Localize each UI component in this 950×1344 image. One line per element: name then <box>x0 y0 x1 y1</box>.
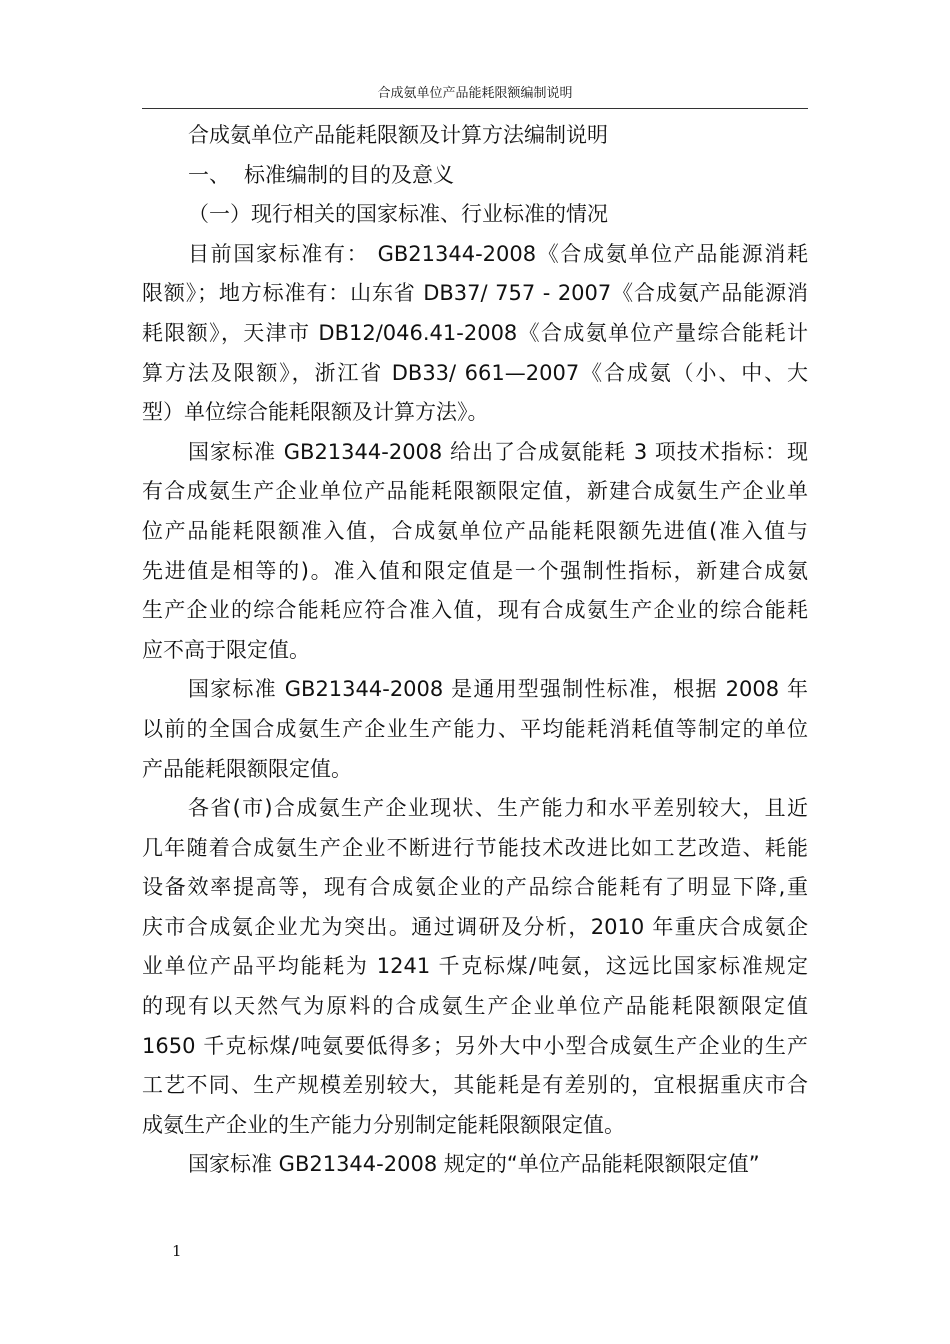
paragraph-line: 业单位产品平均能耗为 1241 千克标煤/吨氨，这远比国家标准规定 <box>142 954 808 979</box>
paragraph-line: 各省(市)合成氨生产企业现状、生产能力和水平差别较大，且近 <box>188 796 808 821</box>
paragraph-line: 以前的全国合成氨生产企业生产能力、平均能耗消耗值等制定的单位 <box>142 716 808 741</box>
paragraph <box>142 789 808 1145</box>
paragraph-line: 先进值是相等的)。准入值和限定值是一个强制性指标，新建合成氨 <box>142 558 808 583</box>
paragraph-line: 1650 千克标煤/吨氨要低得多；另外大中小型合成氨生产企业的生产 <box>142 1033 808 1058</box>
paragraph-line: 生产企业的综合能耗应符合准入值，现有合成氨生产企业的综合能耗 <box>142 598 808 623</box>
paragraph-line: 型）单位综合能耗限额及计算方法》。 <box>142 400 489 425</box>
paragraph-line: 算方法及限额》，浙江省 DB33/ 661—2007《合成氨（小、中、大 <box>142 360 808 385</box>
paragraph <box>142 670 808 789</box>
section-heading <box>142 156 808 196</box>
paragraph-line: 几年随着合成氨生产企业不断进行节能技术改进比如工艺改造、耗能 <box>142 835 808 860</box>
document-body <box>142 116 808 1185</box>
paragraph-line: 国家标准 GB21344-2008 是通用型强制性标准，根据 2008 年 <box>188 677 808 702</box>
paragraph-line: 位产品能耗限额准入值，合成氨单位产品能耗限额先进值(准入值与 <box>142 518 808 543</box>
paragraph-line: 产品能耗限额限定值。 <box>142 756 352 781</box>
section-title: 标准编制的目的及意义 <box>244 162 454 187</box>
paragraph <box>142 433 808 671</box>
paragraph-line: 成氨生产企业的生产能力分别制定能耗限额限定值。 <box>142 1112 625 1137</box>
paragraph-line: 庆市合成氨企业尤为突出。通过调研及分析，2010 年重庆合成氨企 <box>142 914 808 939</box>
document-title: 合成氨单位产品能耗限额及计算方法编制说明 <box>188 123 608 147</box>
paragraph-line: 限额》；地方标准有：山东省 DB37/ 757 - 2007《合成氨产品能源消 <box>142 281 808 306</box>
paragraph-line: 应不高于限定值。 <box>142 637 310 662</box>
paragraph-line: 设备效率提高等，现有合成氨企业的产品综合能耗有了明显下降,重 <box>142 875 808 900</box>
section-number: 一、 <box>188 162 230 187</box>
running-header: 合成氨单位产品能耗限额编制说明 <box>377 86 573 101</box>
paragraph-line: 国家标准 GB21344-2008 规定的“单位产品能耗限额限定值” <box>188 1152 760 1177</box>
paragraph-line: 有合成氨生产企业单位产品能耗限额限定值，新建合成氨生产企业单 <box>142 479 808 504</box>
paragraph-line: 耗限额》，天津市 DB12/046.41-2008《合成氨单位产量综合能耗计 <box>142 320 808 345</box>
page-number: 1 <box>172 1242 182 1260</box>
subsection-heading: （一）现行相关的国家标准、行业标准的情况 <box>188 202 608 227</box>
paragraph-line: 目前国家标准有： GB21344-2008《合成氨单位产品能源消耗 <box>188 241 808 266</box>
paragraph <box>142 1145 808 1185</box>
header-divider <box>142 108 808 109</box>
paragraph-line: 的现有以天然气为原料的合成氨生产企业单位产品能耗限额限定值 <box>142 994 808 1019</box>
paragraph <box>142 235 808 433</box>
paragraph-line: 国家标准 GB21344-2008 给出了合成氨能耗 3 项技术指标：现 <box>188 439 808 464</box>
paragraph-line: 工艺不同、生产规模差别较大，其能耗是有差别的，宜根据重庆市合 <box>142 1073 808 1098</box>
